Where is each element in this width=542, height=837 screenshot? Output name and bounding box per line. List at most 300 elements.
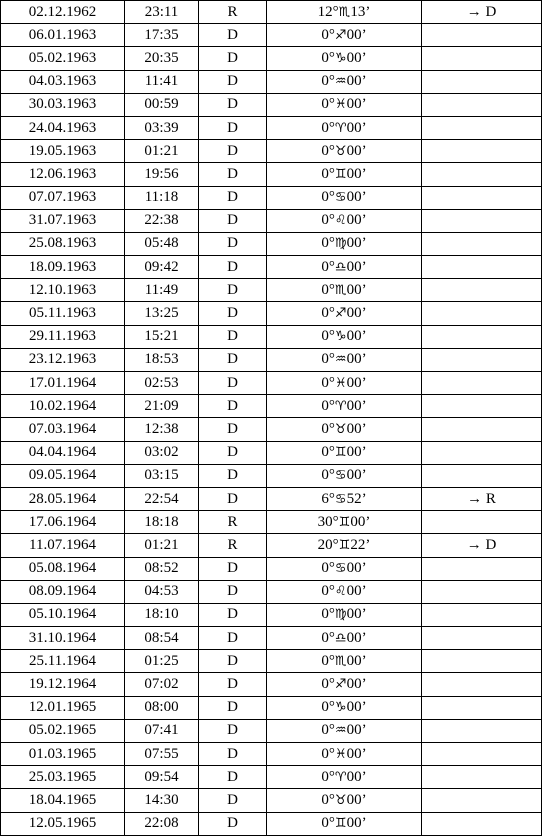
direction-cell: D	[199, 766, 267, 789]
zodiac-sign-icon: ♓	[334, 375, 347, 391]
position-cell	[267, 719, 422, 742]
direction-cell: D	[199, 719, 267, 742]
position-cell	[267, 325, 422, 348]
station-note-cell	[422, 70, 542, 93]
time-cell: 03:02	[125, 441, 199, 464]
zodiac-sign-icon: ♈	[334, 398, 347, 414]
station-note-cell	[422, 372, 542, 395]
minute-value: 00’	[346, 676, 367, 693]
station-note-cell	[422, 557, 542, 580]
direction-cell: R	[199, 511, 267, 534]
minute-value: 00’	[346, 397, 367, 414]
table-row	[1, 580, 542, 603]
degree-value: 0°	[321, 560, 335, 577]
time-cell: 01:25	[125, 650, 199, 673]
date-cell: 18.04.1965	[1, 789, 125, 812]
table-row	[1, 696, 542, 719]
minute-value: 00’	[346, 791, 367, 808]
direction-cell: D	[199, 209, 267, 232]
zodiac-sign-icon: ♓	[334, 97, 347, 113]
zodiac-sign-icon: ♒	[334, 352, 347, 368]
degree-value: 0°	[321, 189, 335, 206]
degree-value: 30°	[317, 513, 339, 530]
zodiac-sign-icon: ♊	[338, 514, 351, 530]
direction-cell: D	[199, 256, 267, 279]
date-cell: 12.05.1965	[1, 812, 125, 835]
date-cell: 10.02.1964	[1, 395, 125, 418]
position-cell	[267, 673, 422, 696]
minute-value: 00’	[346, 212, 367, 229]
station-note-cell	[422, 603, 542, 626]
station-note-cell	[422, 348, 542, 371]
table-row	[1, 511, 542, 534]
table-row	[1, 418, 542, 441]
station-note-cell	[422, 511, 542, 534]
degree-value: 0°	[321, 652, 335, 669]
position-cell	[267, 93, 422, 116]
minute-value: 00’	[346, 189, 367, 206]
minute-value: 00’	[346, 142, 367, 159]
position-cell	[267, 812, 422, 835]
zodiac-sign-icon: ♌	[334, 584, 347, 600]
time-cell: 11:49	[125, 279, 199, 302]
time-cell: 08:00	[125, 696, 199, 719]
direction-cell: D	[199, 812, 267, 835]
degree-value: 0°	[321, 258, 335, 275]
minute-value: 00’	[350, 513, 371, 530]
direction-cell: D	[199, 24, 267, 47]
degree-value: 0°	[321, 212, 335, 229]
table-row	[1, 557, 542, 580]
direction-cell: R	[199, 534, 267, 557]
degree-value: 0°	[321, 444, 335, 461]
table-row	[1, 650, 542, 673]
station-note-cell	[422, 743, 542, 766]
table-row	[1, 603, 542, 626]
station-note-cell	[422, 209, 542, 232]
zodiac-sign-icon: ♓	[334, 746, 347, 762]
date-cell: 09.05.1964	[1, 464, 125, 487]
zodiac-sign-icon: ♋	[334, 491, 347, 507]
direction-cell: R	[199, 1, 267, 24]
zodiac-sign-icon: ♑	[334, 700, 347, 716]
date-cell: 05.02.1965	[1, 719, 125, 742]
zodiac-sign-icon: ♏	[334, 282, 347, 298]
zodiac-sign-icon: ♊	[334, 816, 347, 832]
station-note-cell	[422, 441, 542, 464]
minute-value: 00’	[346, 281, 367, 298]
position-cell	[267, 627, 422, 650]
minute-value: 13’	[350, 3, 371, 20]
date-cell: 29.11.1963	[1, 325, 125, 348]
date-cell: 05.11.1963	[1, 302, 125, 325]
zodiac-sign-icon: ♐	[334, 27, 347, 43]
table-row	[1, 464, 542, 487]
time-cell: 20:35	[125, 47, 199, 70]
direction-cell: D	[199, 186, 267, 209]
direction-cell: D	[199, 673, 267, 696]
minute-value: 00’	[346, 26, 367, 43]
position-cell	[267, 743, 422, 766]
table-row	[1, 93, 542, 116]
station-note-cell	[422, 232, 542, 255]
position-cell	[267, 163, 422, 186]
zodiac-sign-icon: ♐	[334, 677, 347, 693]
date-cell: 17.01.1964	[1, 372, 125, 395]
degree-value: 0°	[321, 397, 335, 414]
table-row	[1, 70, 542, 93]
table-row	[1, 140, 542, 163]
date-cell: 30.03.1963	[1, 93, 125, 116]
table-row	[1, 627, 542, 650]
table-row	[1, 209, 542, 232]
minute-value: 00’	[346, 73, 367, 90]
direction-cell: D	[199, 418, 267, 441]
degree-value: 0°	[321, 768, 335, 785]
degree-value: 0°	[321, 235, 335, 252]
table-row	[1, 743, 542, 766]
direction-cell: D	[199, 743, 267, 766]
degree-value: 0°	[321, 374, 335, 391]
station-note-cell	[422, 325, 542, 348]
degree-value: 0°	[321, 281, 335, 298]
zodiac-sign-icon: ♒	[334, 74, 347, 90]
position-cell	[267, 557, 422, 580]
station-note-cell	[422, 47, 542, 70]
table-row	[1, 302, 542, 325]
station-note-cell	[422, 719, 542, 742]
zodiac-sign-icon: ♌	[334, 213, 347, 229]
date-cell: 17.06.1964	[1, 511, 125, 534]
station-note-cell	[422, 302, 542, 325]
minute-value: 00’	[346, 420, 367, 437]
date-cell: 02.12.1962	[1, 1, 125, 24]
time-cell: 17:35	[125, 24, 199, 47]
table-body	[1, 1, 542, 836]
zodiac-sign-icon: ♉	[334, 143, 347, 159]
direction-cell: D	[199, 650, 267, 673]
minute-value: 00’	[346, 583, 367, 600]
minute-value: 00’	[346, 652, 367, 669]
direction-cell: D	[199, 789, 267, 812]
table-row	[1, 395, 542, 418]
table-row	[1, 186, 542, 209]
direction-cell: D	[199, 47, 267, 70]
zodiac-sign-icon: ♍	[334, 607, 347, 623]
date-cell: 23.12.1963	[1, 348, 125, 371]
position-cell	[267, 302, 422, 325]
date-cell: 31.10.1964	[1, 627, 125, 650]
degree-value: 0°	[321, 351, 335, 368]
degree-value: 0°	[321, 606, 335, 623]
minute-value: 00’	[346, 768, 367, 785]
degree-value: 0°	[321, 815, 335, 832]
degree-value: 0°	[321, 142, 335, 159]
direction-cell: D	[199, 163, 267, 186]
table-row	[1, 279, 542, 302]
zodiac-sign-icon: ♈	[334, 120, 347, 136]
station-note-cell	[422, 627, 542, 650]
time-cell: 11:41	[125, 70, 199, 93]
time-cell: 01:21	[125, 534, 199, 557]
station-note-cell	[422, 140, 542, 163]
time-cell: 07:41	[125, 719, 199, 742]
date-cell: 18.09.1963	[1, 256, 125, 279]
degree-value: 0°	[321, 26, 335, 43]
position-cell	[267, 534, 422, 557]
table-row	[1, 325, 542, 348]
date-cell: 07.03.1964	[1, 418, 125, 441]
minute-value: 00’	[346, 374, 367, 391]
direction-cell: D	[199, 93, 267, 116]
direction-cell: D	[199, 627, 267, 650]
time-cell: 11:18	[125, 186, 199, 209]
position-cell	[267, 279, 422, 302]
table-row	[1, 47, 542, 70]
minute-value: 52’	[346, 490, 367, 507]
position-cell	[267, 789, 422, 812]
position-cell	[267, 603, 422, 626]
date-cell: 11.07.1964	[1, 534, 125, 557]
time-cell: 19:56	[125, 163, 199, 186]
station-note-cell	[422, 580, 542, 603]
table-row	[1, 232, 542, 255]
table-row	[1, 789, 542, 812]
time-cell: 08:54	[125, 627, 199, 650]
time-cell: 14:30	[125, 789, 199, 812]
degree-value: 0°	[321, 629, 335, 646]
degree-value: 0°	[321, 467, 335, 484]
station-note-cell: → D	[422, 534, 542, 557]
station-note-cell	[422, 464, 542, 487]
minute-value: 00’	[346, 467, 367, 484]
time-cell: 23:11	[125, 1, 199, 24]
zodiac-sign-icon: ♉	[334, 792, 347, 808]
zodiac-sign-icon: ♏	[334, 653, 347, 669]
position-cell	[267, 766, 422, 789]
zodiac-sign-icon: ♑	[334, 329, 347, 345]
time-cell: 03:15	[125, 464, 199, 487]
direction-cell: D	[199, 279, 267, 302]
table-row	[1, 256, 542, 279]
position-cell	[267, 24, 422, 47]
date-cell: 08.09.1964	[1, 580, 125, 603]
position-cell	[267, 441, 422, 464]
position-cell	[267, 209, 422, 232]
minute-value: 00’	[346, 815, 367, 832]
table-row	[1, 719, 542, 742]
minute-value: 00’	[346, 444, 367, 461]
degree-value: 0°	[321, 791, 335, 808]
minute-value: 00’	[346, 305, 367, 322]
station-note-cell	[422, 812, 542, 835]
zodiac-sign-icon: ♍	[334, 236, 347, 252]
date-cell: 05.02.1963	[1, 47, 125, 70]
date-cell: 07.07.1963	[1, 186, 125, 209]
station-note-cell	[422, 789, 542, 812]
degree-value: 0°	[321, 328, 335, 345]
minute-value: 00’	[346, 49, 367, 66]
direction-cell: D	[199, 487, 267, 510]
date-cell: 12.10.1963	[1, 279, 125, 302]
degree-value: 0°	[321, 165, 335, 182]
date-cell: 28.05.1964	[1, 487, 125, 510]
position-cell	[267, 1, 422, 24]
time-cell: 22:38	[125, 209, 199, 232]
minute-value: 00’	[346, 165, 367, 182]
minute-value: 00’	[346, 606, 367, 623]
position-cell	[267, 140, 422, 163]
minute-value: 00’	[346, 745, 367, 762]
date-cell: 25.03.1965	[1, 766, 125, 789]
station-note-cell	[422, 24, 542, 47]
time-cell: 01:21	[125, 140, 199, 163]
station-note-cell	[422, 116, 542, 139]
zodiac-sign-icon: ♋	[334, 190, 347, 206]
position-cell	[267, 348, 422, 371]
time-cell: 02:53	[125, 372, 199, 395]
direction-cell: D	[199, 70, 267, 93]
table-row	[1, 372, 542, 395]
time-cell: 09:42	[125, 256, 199, 279]
degree-value: 0°	[321, 73, 335, 90]
degree-value: 0°	[321, 305, 335, 322]
minute-value: 22’	[350, 536, 371, 553]
position-cell	[267, 372, 422, 395]
minute-value: 00’	[346, 351, 367, 368]
table-row	[1, 116, 542, 139]
time-cell: 22:08	[125, 812, 199, 835]
zodiac-sign-icon: ♊	[334, 445, 347, 461]
degree-value: 0°	[321, 119, 335, 136]
station-note-cell	[422, 766, 542, 789]
station-note-cell	[422, 650, 542, 673]
position-cell	[267, 487, 422, 510]
date-cell: 06.01.1963	[1, 24, 125, 47]
position-cell	[267, 650, 422, 673]
degree-value: 0°	[321, 745, 335, 762]
time-cell: 07:55	[125, 743, 199, 766]
direction-cell: D	[199, 116, 267, 139]
direction-cell: D	[199, 302, 267, 325]
degree-value: 0°	[321, 676, 335, 693]
time-cell: 21:09	[125, 395, 199, 418]
time-cell: 12:38	[125, 418, 199, 441]
zodiac-sign-icon: ♑	[334, 50, 347, 66]
zodiac-sign-icon: ♒	[334, 723, 347, 739]
direction-cell: D	[199, 395, 267, 418]
degree-value: 0°	[321, 722, 335, 739]
table-row	[1, 1, 542, 24]
zodiac-sign-icon: ♋	[334, 561, 347, 577]
table-row	[1, 812, 542, 835]
time-cell: 05:48	[125, 232, 199, 255]
position-cell	[267, 464, 422, 487]
direction-cell: D	[199, 441, 267, 464]
minute-value: 00’	[346, 96, 367, 113]
position-cell	[267, 256, 422, 279]
direction-cell: D	[199, 580, 267, 603]
time-cell: 18:10	[125, 603, 199, 626]
station-note-cell	[422, 418, 542, 441]
position-cell	[267, 116, 422, 139]
station-note-cell	[422, 395, 542, 418]
zodiac-sign-icon: ♎	[334, 630, 347, 646]
zodiac-sign-icon: ♈	[334, 769, 347, 785]
date-cell: 25.08.1963	[1, 232, 125, 255]
table-row	[1, 534, 542, 557]
zodiac-sign-icon: ♋	[334, 468, 347, 484]
table-row	[1, 24, 542, 47]
time-cell: 00:59	[125, 93, 199, 116]
time-cell: 04:53	[125, 580, 199, 603]
zodiac-sign-icon: ♎	[334, 259, 347, 275]
zodiac-sign-icon: ♏	[338, 4, 351, 20]
table-row	[1, 487, 542, 510]
direction-cell: D	[199, 464, 267, 487]
degree-value: 0°	[321, 420, 335, 437]
station-note-cell	[422, 256, 542, 279]
zodiac-sign-icon: ♐	[334, 306, 347, 322]
degree-value: 0°	[321, 583, 335, 600]
direction-cell: D	[199, 232, 267, 255]
degree-value: 0°	[321, 96, 335, 113]
date-cell: 12.01.1965	[1, 696, 125, 719]
table-row	[1, 673, 542, 696]
station-note-cell	[422, 673, 542, 696]
degree-value: 6°	[321, 490, 335, 507]
date-cell: 12.06.1963	[1, 163, 125, 186]
degree-value: 12°	[317, 3, 339, 20]
minute-value: 00’	[346, 235, 367, 252]
direction-cell: D	[199, 696, 267, 719]
date-cell: 19.12.1964	[1, 673, 125, 696]
time-cell: 07:02	[125, 673, 199, 696]
position-cell	[267, 696, 422, 719]
direction-cell: D	[199, 140, 267, 163]
position-cell	[267, 186, 422, 209]
time-cell: 03:39	[125, 116, 199, 139]
direction-cell: D	[199, 372, 267, 395]
station-note-cell: → D	[422, 1, 542, 24]
date-cell: 04.03.1963	[1, 70, 125, 93]
date-cell: 19.05.1963	[1, 140, 125, 163]
position-cell	[267, 70, 422, 93]
time-cell: 18:53	[125, 348, 199, 371]
time-cell: 09:54	[125, 766, 199, 789]
position-cell	[267, 47, 422, 70]
time-cell: 22:54	[125, 487, 199, 510]
direction-cell: D	[199, 348, 267, 371]
date-cell: 25.11.1964	[1, 650, 125, 673]
position-cell	[267, 418, 422, 441]
date-cell: 24.04.1963	[1, 116, 125, 139]
station-note-cell	[422, 93, 542, 116]
zodiac-sign-icon: ♊	[338, 537, 351, 553]
table-row	[1, 766, 542, 789]
position-cell	[267, 580, 422, 603]
zodiac-sign-icon: ♉	[334, 421, 347, 437]
minute-value: 00’	[346, 119, 367, 136]
direction-cell: D	[199, 325, 267, 348]
degree-value: 0°	[321, 699, 335, 716]
time-cell: 18:18	[125, 511, 199, 534]
table-row	[1, 163, 542, 186]
degree-value: 0°	[321, 49, 335, 66]
minute-value: 00’	[346, 560, 367, 577]
table-row	[1, 441, 542, 464]
time-cell: 08:52	[125, 557, 199, 580]
